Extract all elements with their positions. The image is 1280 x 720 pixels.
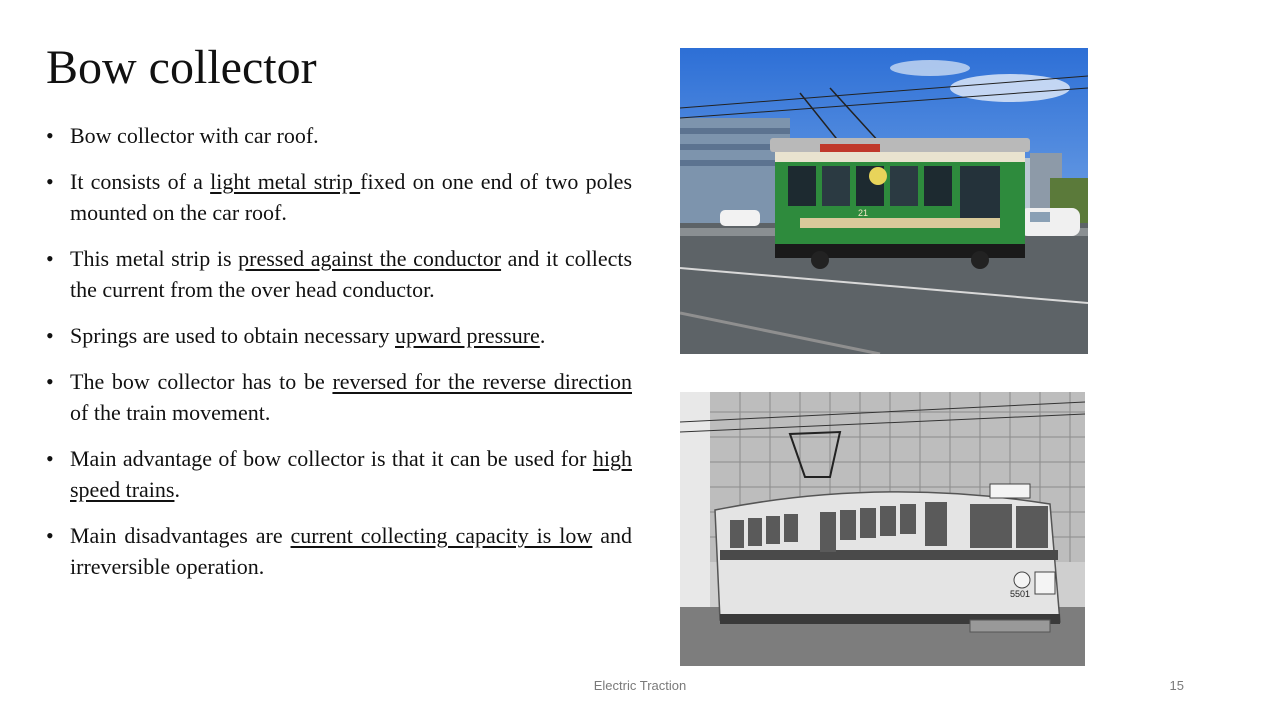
bullet-text: The bow collector has to be reversed for the reverse direction of the train movement. [70, 369, 632, 425]
tram-photo-bw [680, 392, 1085, 666]
underlined-term: light metal strip [210, 169, 361, 194]
bullet-text: Main disadvantages are current collecting capacity is low and irreversible operation. [70, 523, 633, 579]
tram-number: 5501 [1010, 589, 1031, 599]
bullet-dot: • [46, 123, 54, 148]
bullet-item [46, 443, 632, 505]
bullet-dot: • [46, 369, 54, 394]
bullet-dot: • [46, 323, 54, 348]
bullet-item [46, 366, 632, 428]
tram-photo-green [680, 48, 1088, 354]
tram-number: 21 [858, 208, 869, 218]
slide-title: Bow collector [46, 41, 317, 94]
bullet-dot: • [46, 169, 54, 194]
bullet-text: This metal strip is pressed against the conductor and it collects the current from the over head conductor. [70, 246, 633, 302]
bullet-dot: • [46, 523, 54, 548]
bullet-item [46, 243, 632, 305]
bullet-item [46, 166, 632, 228]
bullet-text: It consists of a light metal strip fixed on one end of two poles mounted on the car roof. [70, 169, 633, 225]
bullet-text: Springs are used to obtain necessary upward pressure. [70, 323, 546, 348]
underlined-term: reversed for the reverse direction [332, 369, 632, 394]
bullet-item [46, 120, 632, 151]
page-number: 15 [1169, 678, 1184, 693]
bullet-dot: • [46, 246, 54, 271]
footer-text: Electric Traction [593, 678, 687, 693]
underlined-term: high speed trains [70, 446, 632, 502]
bullet-dot: • [46, 446, 54, 471]
bullet-item [46, 320, 632, 351]
underlined-term: pressed against the conductor [238, 246, 502, 271]
underlined-term: current collecting capacity is low [290, 523, 593, 548]
underlined-term: upward pressure [395, 323, 540, 348]
bullet-text: Main advantage of bow collector is that it can be used for high speed trains. [70, 446, 632, 502]
bullet-text: Bow collector with car roof. [70, 123, 319, 148]
bullet-item [46, 520, 632, 582]
bullet-list [46, 120, 632, 597]
